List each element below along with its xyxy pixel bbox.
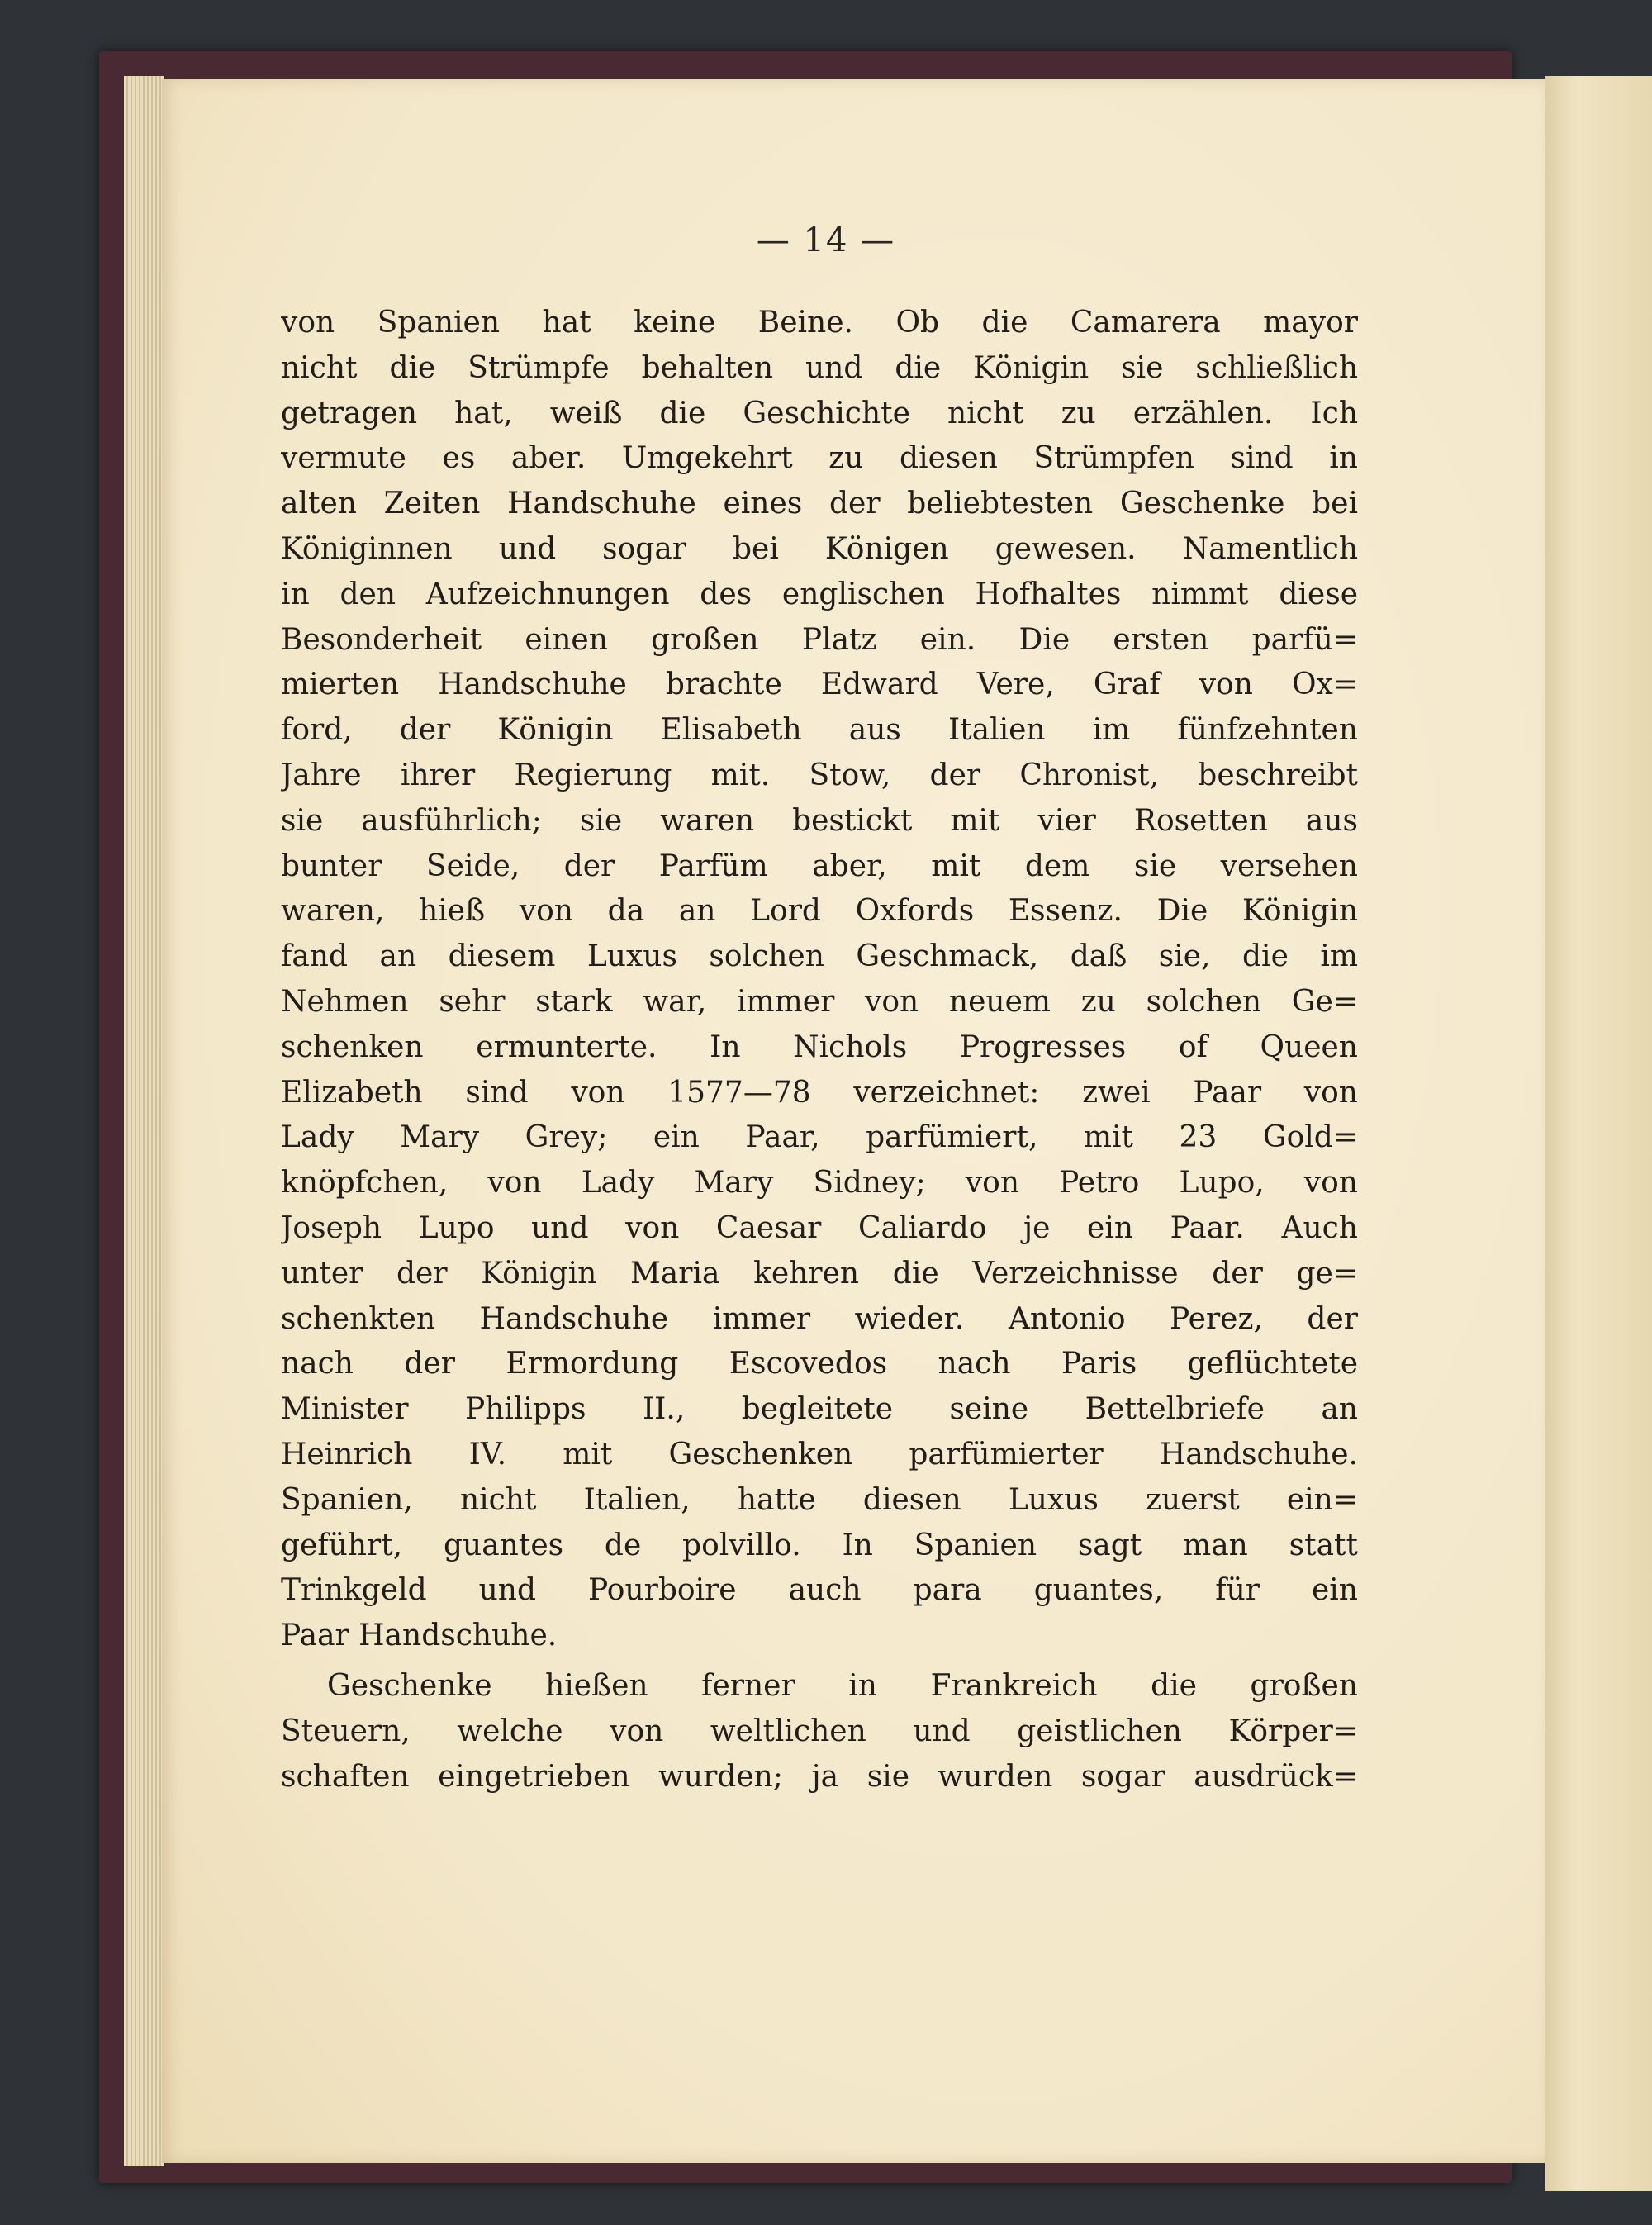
text-line: nach der Ermordung Escovedos nach Paris geflüchtete	[281, 1347, 1358, 1381]
text-line: Lady Mary Grey; ein Paar, parfümiert, mit 23 Gold=	[281, 1120, 1358, 1155]
text-line: in den Aufzeichnungen des englischen Hofhaltes nimmt diese	[281, 577, 1358, 611]
text-line: nicht die Strümpfe behalten und die Königin sie schließlich	[281, 350, 1358, 385]
paragraph-1	[281, 301, 1358, 1659]
body-text	[281, 301, 1358, 1799]
page-edges	[124, 76, 164, 2166]
text-line: schenkten Handschuhe immer wieder. Antonio Perez, der	[281, 1301, 1358, 1336]
text-line: von Spanien hat keine Beine. Ob die Camarera mayor	[281, 306, 1358, 340]
page-number: — 14 —	[756, 221, 896, 259]
text-line: Joseph Lupo und von Caesar Caliardo je ein Paar. Auch	[281, 1210, 1358, 1245]
text-line: alten Zeiten Handschuhe eines der beliebtesten Geschenke bei	[281, 487, 1358, 521]
text-line: Königinnen und sogar bei Königen gewesen. Namentlich	[281, 531, 1358, 566]
text-line: sie ausführlich; sie waren bestickt mit vier Rosetten aus	[281, 803, 1358, 838]
text-line: Heinrich IV. mit Geschenken parfümierter Handschuhe.	[281, 1437, 1358, 1471]
text-line: Trinkgeld und Pourboire auch para guantes, für ein	[281, 1573, 1358, 1608]
text-line: Geschenke hießen ferner in Frankreich die großen	[327, 1668, 1358, 1703]
text-line: waren, hieß von da an Lord Oxfords Essenz. Die Königin	[281, 894, 1358, 929]
text-line: schaften eingetrieben wurden; ja sie wurden sogar ausdrück=	[281, 1759, 1358, 1794]
facing-page-edge	[1545, 76, 1652, 2191]
text-line: geführt, guantes de polvillo. In Spanien sagt man statt	[281, 1528, 1358, 1562]
text-line: Nehmen sehr stark war, immer von neuem zu solchen Ge=	[281, 984, 1358, 1019]
text-line: vermute es aber. Umgekehrt zu diesen Strümpfen sind in	[281, 441, 1358, 476]
text-line: schenken ermunterte. In Nichols Progresses of Queen	[281, 1029, 1358, 1064]
text-line: Besonderheit einen großen Platz ein. Die ersten parfü=	[281, 622, 1358, 657]
text-line: Elizabeth sind von 1577—78 verzeichnet: zwei Paar von	[281, 1075, 1358, 1110]
text-line: ford, der Königin Elisabeth aus Italien im fünfzehnten	[281, 713, 1358, 748]
text-line: Steuern, welche von weltlichen und geistlichen Körper=	[281, 1714, 1358, 1748]
text-line: Spanien, nicht Italien, hatte diesen Luxus zuerst ein=	[281, 1482, 1358, 1517]
text-line: mierten Handschuhe brachte Edward Vere, Graf von Ox=	[281, 668, 1358, 702]
text-line: Paar Handschuhe.	[281, 1619, 558, 1653]
text-line: Jahre ihrer Regierung mit. Stow, der Chronist, beschreibt	[281, 758, 1358, 792]
text-line: fand an diesem Luxus solchen Geschmack, daß sie, die im	[281, 939, 1358, 974]
text-line: bunter Seide, der Parfüm aber, mit dem sie versehen	[281, 849, 1358, 883]
text-line: Minister Philipps II., begleitete seine Bettelbriefe an	[281, 1392, 1358, 1427]
text-line: getragen hat, weiß die Geschichte nicht zu erzählen. Ich	[281, 396, 1358, 430]
text-line: knöpfchen, von Lady Mary Sidney; von Petro Lupo, von	[281, 1166, 1358, 1200]
paragraph-2	[281, 1664, 1358, 1799]
text-line: unter der Königin Maria kehren die Verzeichnisse der ge=	[281, 1256, 1358, 1291]
